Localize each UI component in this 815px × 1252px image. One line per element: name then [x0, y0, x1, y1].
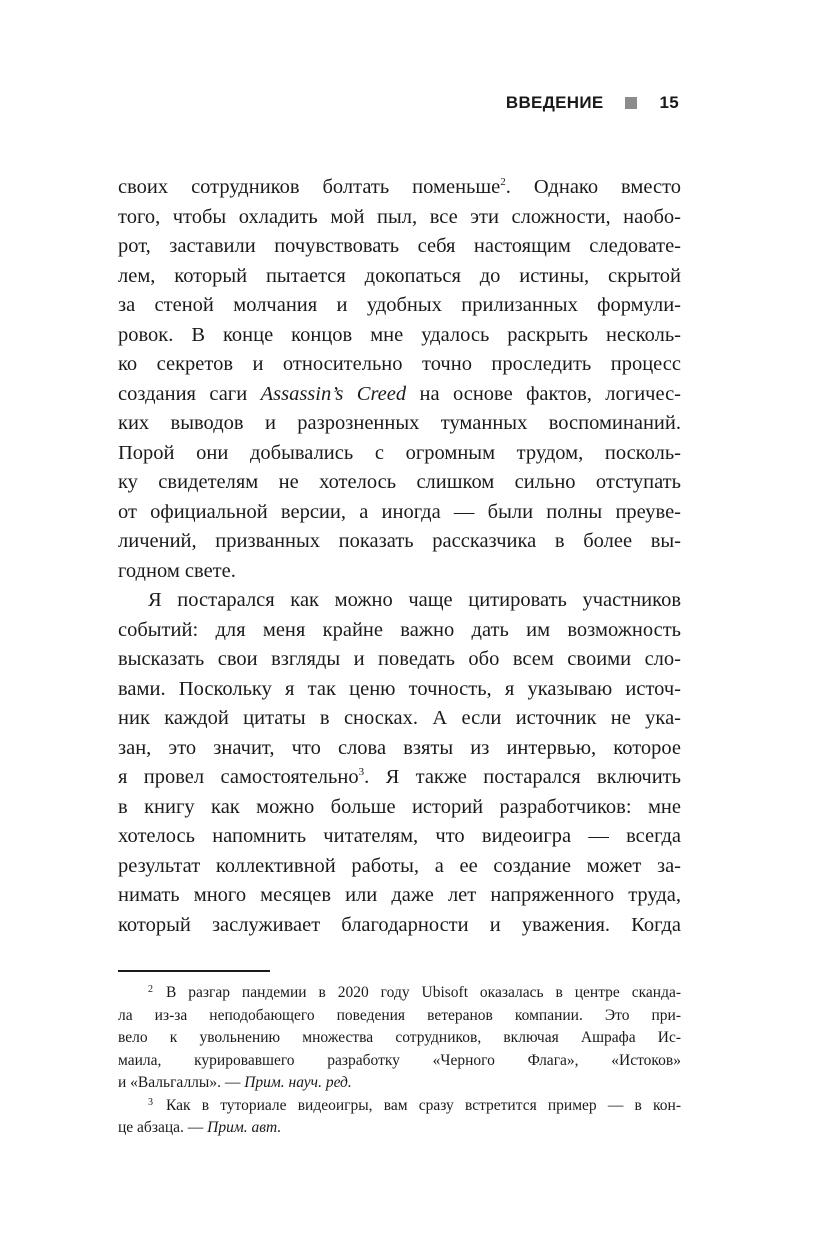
text-line: ку свидетелям не хотелось слишком сильно отступать [118, 471, 681, 493]
body-text [118, 173, 681, 940]
text-line: того, чтобы охладить мой пыл, все эти сложности, наобо- [118, 205, 681, 228]
paragraph-2 [118, 586, 681, 940]
page-number: 15 [659, 93, 679, 112]
text-line: от официальной версии, а иногда — были полны преуве- [118, 500, 681, 523]
footnote-divider [118, 970, 270, 972]
footnote-2 [118, 982, 681, 1095]
text-line: за стеной молчания и удобных прилизанных формули- [118, 294, 681, 316]
separator-square-icon [625, 97, 637, 109]
footnote-line: Как в туториале видеоигры, вам сразу встретится пример — в кон- [166, 1096, 681, 1114]
footnote-ref-3: 3 [358, 766, 365, 778]
footnote-line: ла из-за неподобающего поведения ветеранов компании. Это при- [118, 1006, 681, 1024]
footnote-number: 3 [148, 1096, 153, 1108]
text-line: результат коллективной работы, а ее создание может за- [118, 854, 681, 877]
section-title: ВВЕДЕНИЕ [505, 93, 604, 112]
footnote-line: маила, курировавшего разработку «Черного Флага», «Истоков» [118, 1051, 681, 1069]
text-line: лем, который пытается докопаться до истины, скрытой [118, 264, 681, 287]
text-line: вами. Поскольку я так ценю точность, я указываю источ- [118, 677, 681, 700]
text-line: Порой они добывались с огромным трудом, посколь- [118, 441, 681, 464]
text-line: который заслуживает благодарности и уважения. Когда [118, 913, 681, 936]
text-line: рот, заставили почувствовать себя настоящим следовате- [118, 235, 681, 257]
text-line: ко секретов и относительно точно проследить процесс [118, 353, 681, 375]
author-note: Прим. авт. [207, 1119, 282, 1136]
text-line: высказать свои взгляды и поведать обо всем своими сло- [118, 648, 681, 670]
running-header [506, 90, 679, 116]
text-line: хотелось напомнить читателям, что видеоигра — всегда [118, 825, 681, 847]
footnote-line: вело к увольнению множества сотрудников, включая Ашрафа Ис- [118, 1029, 681, 1046]
text-line: событий: для меня крайне важно дать им возможность [118, 618, 681, 641]
text-line: я провел самостоятельно$^3$. Я также постарался включить [118, 766, 681, 788]
text-line: годном свете. [118, 559, 236, 582]
footnote-number: 2 [148, 984, 153, 995]
text-line: Я постарался как можно чаще цитировать участников [148, 589, 681, 611]
text-line: ких выводов и разрозненных туманных воспоминаний. [118, 412, 681, 434]
game-title: Assassin’s Creed [260, 382, 407, 405]
text-line: ровок. В конце концов мне удалось раскрыть несколь- [118, 323, 681, 346]
text-line: нимать много месяцев или даже лет напряженного труда, [118, 884, 681, 906]
text-line: создания саги Assassin’s Creed на основе фактов, логичес- [118, 382, 682, 405]
footnote-ref-2: 2 [500, 176, 506, 188]
editor-note: Прим. науч. ред. [244, 1074, 352, 1091]
footnote-line: це абзаца. — Прим. авт. [118, 1119, 282, 1136]
text-line: ник каждой цитаты в сносках. А если источник не ука- [118, 707, 681, 729]
footnote-3 [118, 1095, 681, 1140]
text-line: зан, это значит, что слова взяты из интервью, которое [118, 736, 681, 759]
text-line: личений, призванных показать рассказчика в более вы- [118, 530, 681, 552]
footnote-line: и «Вальгаллы». — Прим. науч. ред. [118, 1074, 352, 1091]
footnote-line: В разгар пандемии в 2020 году Ubisoft оказалась в центре сканда- [166, 984, 681, 1001]
text-line: в книгу как можно больше историй разработчиков: мне [118, 795, 681, 818]
text-line: своих сотрудников болтать поменьше$^2$. Однако вместо [118, 176, 682, 198]
paragraph-1 [118, 173, 681, 586]
footnotes [118, 982, 681, 1140]
